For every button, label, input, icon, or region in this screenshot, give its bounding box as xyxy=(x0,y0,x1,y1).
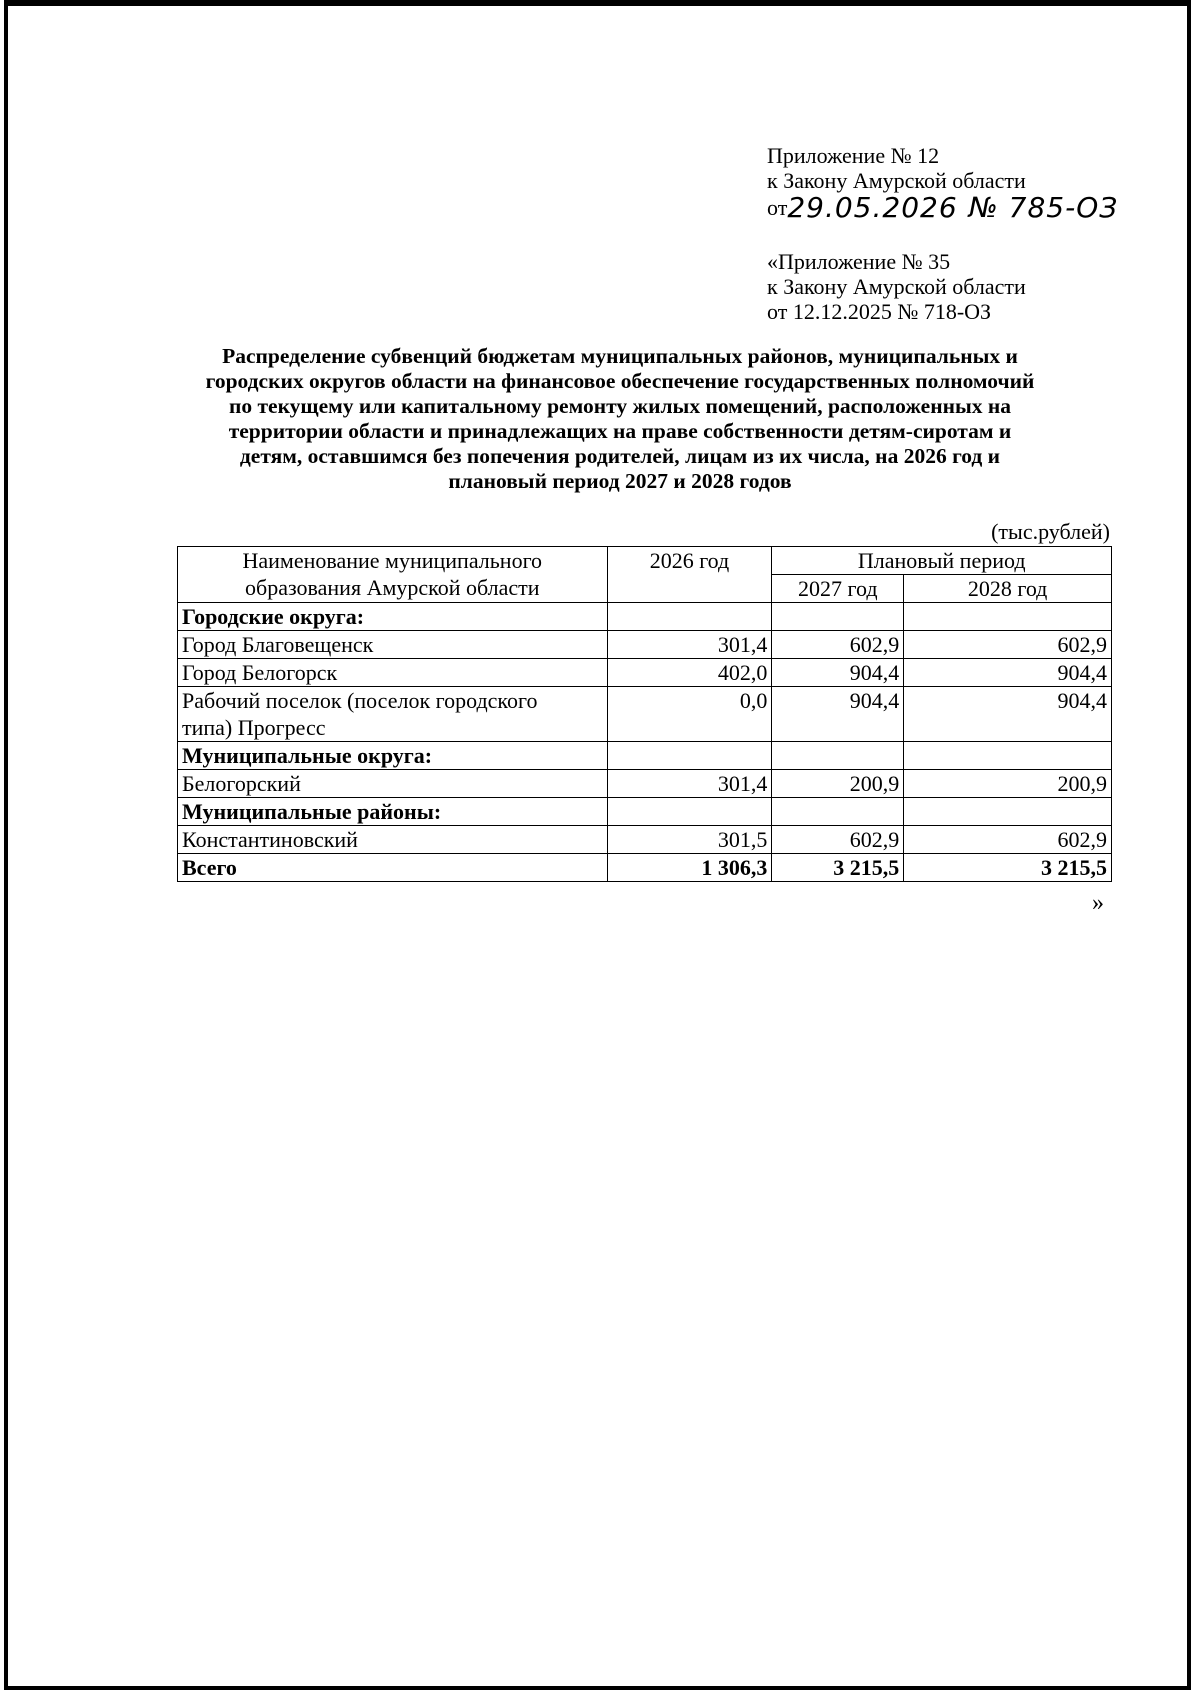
handwritten-date: 29.05.2026 xyxy=(787,191,958,224)
units-label: (тыс.рублей) xyxy=(991,519,1110,544)
value-2027: 602,9 xyxy=(772,826,904,854)
table-row xyxy=(178,798,1112,826)
row-name: Всего xyxy=(178,854,608,882)
title-line: по текущему или капитальному ремонту жилых помещений, расположенных на xyxy=(228,394,1012,418)
value-2027 xyxy=(772,742,904,770)
row-name: Городские округа: xyxy=(178,603,608,631)
title-line: плановый период 2027 и 2028 годов xyxy=(448,469,792,493)
value-2027: 904,4 xyxy=(772,659,904,687)
value-2028 xyxy=(904,742,1112,770)
closing-quote: » xyxy=(1092,890,1104,916)
value-2028: 904,4 xyxy=(904,687,1112,742)
row-name: Муниципальные округа: xyxy=(178,742,608,770)
value-2028: 3 215,5 xyxy=(904,854,1112,882)
value-2026 xyxy=(607,742,772,770)
column-header-2028: 2028 год xyxy=(904,575,1112,603)
subvention-table xyxy=(177,546,1112,882)
table-row xyxy=(178,631,1112,659)
value-2026: 0,0 xyxy=(607,687,772,742)
quoted-appendix-number: «Приложение № 35 xyxy=(767,249,951,274)
value-2028 xyxy=(904,798,1112,826)
row-name: Рабочий поселок (поселок городского типа) Прогресс xyxy=(178,687,608,742)
title-line: детям, оставшимся без попечения родителей, лицам из их числа, на 2026 год и xyxy=(239,444,1001,468)
value-2028: 602,9 xyxy=(904,826,1112,854)
value-2028 xyxy=(904,603,1112,631)
row-name: Белогорский xyxy=(178,770,608,798)
value-2027: 904,4 xyxy=(772,687,904,742)
value-2027: 602,9 xyxy=(772,631,904,659)
value-2028: 904,4 xyxy=(904,659,1112,687)
table-row xyxy=(178,659,1112,687)
table-total-row xyxy=(178,854,1112,882)
row-name: Муниципальные районы: xyxy=(178,798,608,826)
column-header-name: Наименование муниципального образования Амурской области xyxy=(178,547,608,603)
appendix-number: Приложение № 12 xyxy=(767,143,940,168)
value-2026: 301,4 xyxy=(607,770,772,798)
value-2026 xyxy=(607,603,772,631)
column-header-planned-period: Плановый период xyxy=(772,547,1112,575)
table-row xyxy=(178,826,1112,854)
value-2026: 301,5 xyxy=(607,826,772,854)
table-row xyxy=(178,687,1112,742)
quoted-law-reference: к Закону Амурской области xyxy=(767,274,1026,299)
table-row xyxy=(178,742,1112,770)
date-prefix: от xyxy=(767,195,788,220)
title-line: городских округов области на финансовое обеспечение государственных полномочий xyxy=(205,369,1035,393)
document-title xyxy=(140,344,1100,494)
value-2027 xyxy=(772,603,904,631)
title-line: территории области и принадлежащих на праве собственности детям-сиротам и xyxy=(228,419,1012,443)
column-header-2027: 2027 год xyxy=(772,575,904,603)
row-name: Город Белогорск xyxy=(178,659,608,687)
table-row xyxy=(178,603,1112,631)
row-name: Константиновский xyxy=(178,826,608,854)
value-2026 xyxy=(607,798,772,826)
value-2026: 402,0 xyxy=(607,659,772,687)
table-header-row xyxy=(178,547,1112,575)
appendix-header xyxy=(767,143,1119,224)
title-line: Распределение субвенций бюджетам муниципальных районов, муниципальных и xyxy=(222,344,1018,368)
value-2027 xyxy=(772,798,904,826)
handwritten-number: № 785-ОЗ xyxy=(968,191,1119,224)
value-2026: 1 306,3 xyxy=(607,854,772,882)
table-row xyxy=(178,770,1112,798)
law-date-line xyxy=(767,191,1119,224)
quoted-appendix-header xyxy=(767,249,1026,324)
value-2026: 301,4 xyxy=(607,631,772,659)
value-2027: 3 215,5 xyxy=(772,854,904,882)
value-2027: 200,9 xyxy=(772,770,904,798)
row-name: Город Благовещенск xyxy=(178,631,608,659)
column-header-2026: 2026 год xyxy=(607,547,772,603)
quoted-law-date: от 12.12.2025 № 718-ОЗ xyxy=(767,299,992,324)
law-reference: к Закону Амурской области xyxy=(767,168,1026,193)
value-2028: 602,9 xyxy=(904,631,1112,659)
value-2028: 200,9 xyxy=(904,770,1112,798)
